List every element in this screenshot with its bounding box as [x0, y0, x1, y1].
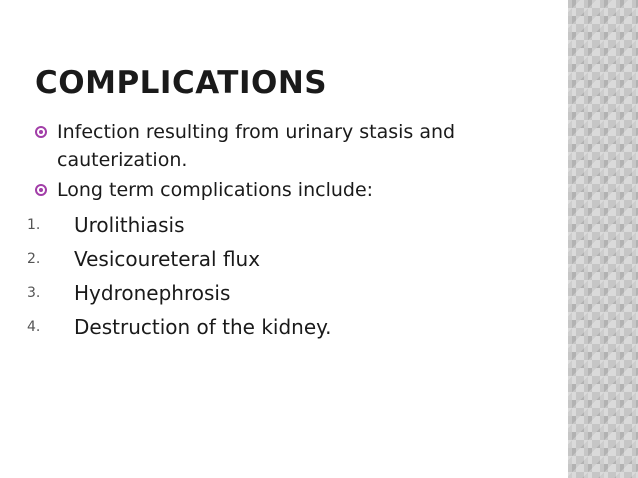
list-item: [27, 276, 555, 310]
list-text: Urolithiasis: [74, 213, 185, 237]
slide-content: [27, 118, 555, 344]
list-number: 3.: [27, 285, 41, 301]
list-item: [27, 208, 555, 242]
list-item: [27, 310, 555, 344]
bullet-item: [35, 176, 555, 204]
list-number: 2.: [27, 251, 41, 267]
list-text: Hydronephrosis: [74, 281, 231, 305]
list-number: 4.: [27, 319, 41, 335]
list-text: Destruction of the kidney.: [74, 315, 332, 339]
bullet-text: Long term complications include:: [57, 179, 374, 201]
circle-bullet-icon: [35, 184, 47, 196]
list-text: Vesicoureteral flux: [74, 247, 261, 271]
bullet-text: Infection resulting from urinary stasis and cauterization.: [57, 121, 456, 171]
bullet-item: [35, 118, 555, 174]
numbered-list: [27, 208, 555, 344]
slide-title: COMPLICATIONS: [35, 65, 328, 101]
list-item: [27, 242, 555, 276]
circle-bullet-icon: [35, 126, 47, 138]
list-number: 1.: [27, 217, 41, 233]
decorative-side-panel: [568, 0, 638, 478]
